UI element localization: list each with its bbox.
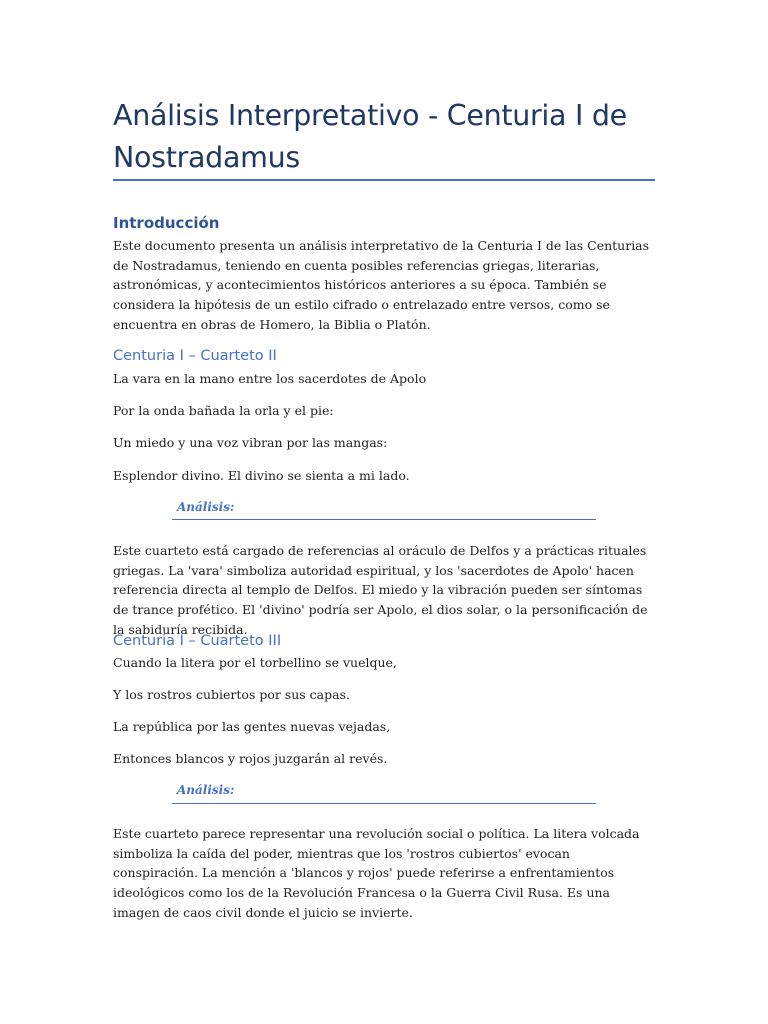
verse-line: Entonces blancos y rojos juzgarán al revés.: [113, 751, 388, 766]
verse-line: Cuando la litera por el torbellino se vuelque,: [113, 655, 397, 670]
analysis-divider: [172, 519, 596, 520]
verse-line: Y los rostros cubiertos por sus capas.: [113, 687, 350, 702]
analysis-label: Análisis:: [177, 500, 235, 514]
quatrain-heading: Centuria I – Cuarteto III: [113, 633, 282, 649]
verse-line: Esplendor divino. El divino se sienta a mi lado.: [113, 468, 410, 483]
document-title: Análisis Interpretativo - Centuria I de Nostradamus: [113, 99, 627, 174]
analysis-paragraph: Este cuarteto está cargado de referencias al oráculo de Delfos y a prácticas rituales griegas. La 'vara' simboliza autoridad espiritual, y los 'sacerdotes de Apolo' hacen referencia directa al templo de Delfos. El miedo y la vibración pueden ser síntomas de trance profético. El 'divino' podría ser Apolo, el dios solar, o la personificación de la sabiduría recibida.: [113, 543, 648, 637]
verse-line: Por la onda bañada la orla y el pie:: [113, 403, 334, 418]
intro-paragraph: Este documento presenta un análisis interpretativo de la Centuria I de las Centurias de Nostradamus, teniendo en cuenta posibles referencias griegas, literarias, astronómicas, y acontecimientos históricos anteriores a su época. También se considera la hipótesis de un estilo cifrado o entrelazado entre versos, como se encuentra en obras de Homero, la Biblia o Platón.: [113, 238, 650, 332]
analysis-paragraph: Este cuarteto parece representar una revolución social o política. La litera volcada simboliza la caída del poder, mientras que los 'rostros cubiertos' evocan conspiración. La mención a 'blancos y rojos' puede referirse a enfrentamientos ideológicos como los de la Revolución Francesa o la Guerra Civil Rusa. Es una imagen de caos civil donde el juicio se invierte.: [113, 826, 640, 920]
title-divider: [113, 179, 655, 181]
intro-heading: Introducción: [113, 214, 220, 232]
verse-line: La república por las gentes nuevas vejadas,: [113, 719, 391, 734]
verse-line: La vara en la mano entre los sacerdotes de Apolo: [113, 371, 427, 386]
analysis-label: Análisis:: [177, 783, 235, 797]
verse-line: Un miedo y una voz vibran por las mangas:: [113, 435, 388, 450]
quatrain-heading: Centuria I – Cuarteto II: [113, 348, 277, 364]
analysis-divider: [172, 803, 596, 804]
